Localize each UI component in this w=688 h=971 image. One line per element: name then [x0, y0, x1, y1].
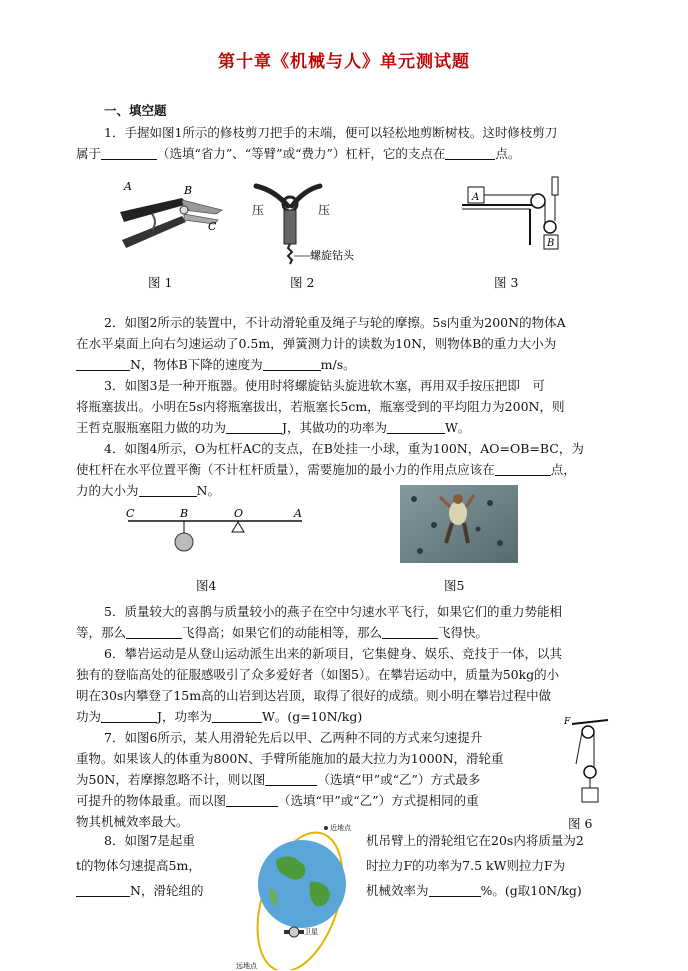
corkscrew-body	[284, 210, 296, 244]
fixed-pulley	[531, 194, 545, 208]
answer-blank[interactable]	[226, 792, 278, 807]
fig4-label-o: O	[234, 507, 244, 520]
question-1	[76, 122, 616, 164]
fig4-label-a: A	[294, 507, 302, 520]
q8-left-line3: N，滑轮组的	[76, 878, 236, 903]
q3-line3: 王哲克服瓶塞阻力做的功为 J，其做功的功率为 W。	[76, 420, 471, 435]
figure-2-caption: 图 2	[290, 275, 315, 290]
q6-line4: 功为 J，功率为 W。(g=10N/kg)	[76, 709, 363, 724]
answer-blank[interactable]	[382, 624, 438, 639]
q4-line2: 使杠杆在水平位置平衡（不计杠杆质量），需要施加的最小力的作用点应该在 点，	[76, 462, 576, 477]
figure-5-caption: 图5	[444, 578, 465, 593]
figure-3-pulley-device	[458, 175, 568, 255]
shears-pivot	[180, 206, 188, 214]
question-6	[76, 643, 616, 727]
q2-line1: 2．如图2所示的装置中，不计动滑轮重及绳子与轮的摩擦。5s内重为200N的物体A	[104, 315, 566, 330]
q7-line5: 物其机械效率最大。	[76, 814, 189, 829]
figure-4-lever	[118, 506, 314, 560]
answer-blank[interactable]	[76, 356, 130, 371]
q7-line4: 可提升的物体最重。而以图 （选填“甲”或“乙”）方式提相同的重	[76, 793, 479, 808]
question-8-left	[76, 828, 236, 903]
q5-line2: 等，那么 飞得高；如果它们的动能相等，那么 飞得快。	[76, 625, 489, 640]
q7-line2: 重物。如果该人的体重为800N、手臂所能施加的最大拉力为1000N，滑轮重	[76, 751, 504, 766]
answer-blank[interactable]	[445, 145, 495, 160]
question-8-right	[366, 828, 618, 903]
climber-torso	[449, 501, 467, 525]
answer-blank[interactable]	[101, 145, 157, 160]
fig3-label-a: A	[472, 192, 480, 203]
q6-line1: 6．攀岩运动是从登山运动派生出来的新项目，它集健身、娱乐、竞技于一体，以其	[104, 646, 562, 661]
figure-6-caption: 图 6	[568, 816, 593, 831]
fig3-label-b: B	[547, 238, 555, 249]
q6-line2: 独有的登临高处的征服感吸引了众多爱好者（如图5）。在攀岩运动中，质量为50kg的小	[76, 667, 560, 682]
fig1-label-a: A	[124, 180, 132, 193]
fulcrum	[232, 522, 244, 532]
figure-1-shears	[112, 178, 230, 258]
q4-line1: 4．如图4所示，O为杠杆AC的支点，在B处挂一小球，重为100N，AO=OB=BC，为	[104, 441, 584, 456]
q3-line2: 将瓶塞拔出。小明在5s内将瓶塞拔出，若瓶塞长5cm，瓶塞受到的平均阻力为200N，则	[76, 399, 565, 414]
q8-right-line1: 机吊臂上的滑轮组它在20s内将质量为2	[366, 833, 584, 848]
page-title: 第十章《机械与人》单元测试题	[218, 52, 470, 72]
fig1-label-b: B	[184, 184, 193, 197]
weight-box	[582, 788, 598, 802]
answer-blank[interactable]	[101, 708, 157, 723]
satellite-body	[289, 927, 299, 937]
q7-line1: 7．如图6所示，某人用滑轮先后以甲、乙两种不同的方式来匀速提升	[104, 730, 483, 745]
movable-pulley	[544, 221, 556, 233]
question-2	[76, 312, 616, 375]
q8-left-line2: t的物体匀速提高5m，	[76, 858, 201, 873]
answer-blank[interactable]	[263, 356, 321, 371]
q6-line3: 明在30s内攀登了15m高的山岩到达岩顶，取得了很好的成绩。则小明在攀岩过程中做	[76, 688, 552, 703]
question-7	[76, 727, 554, 832]
fig2-label-drill-bit: 螺旋钻头	[310, 249, 354, 262]
corkscrew-spiral	[288, 244, 292, 264]
q8-right-line3: 机械效率为 %。(g取10N/kg)	[366, 883, 582, 898]
answer-blank[interactable]	[429, 882, 481, 897]
fig7-label-perigee: 近地点	[330, 824, 351, 832]
figure-5-climbing-photo	[400, 485, 518, 563]
fig1-label-c: C	[208, 220, 217, 233]
answer-blank[interactable]	[495, 461, 551, 476]
ceiling-bar	[572, 720, 608, 724]
pulley-bottom	[584, 766, 596, 778]
question-3	[76, 375, 616, 438]
figure-4-caption: 图4	[196, 578, 217, 593]
figure-2-corkscrew	[248, 180, 366, 272]
q3-line1: 3．如图3是一种开瓶器。使用时将螺旋钻头旋进软木塞，再用双手按压把即 可	[104, 378, 545, 393]
answer-blank[interactable]	[265, 771, 317, 786]
pulley-top	[582, 726, 594, 738]
fig4-label-b: B	[180, 507, 189, 520]
figure-7-satellite-orbit	[236, 822, 362, 970]
q2-line2: 在水平桌面上向右匀速运动了0.5m，弹簧测力计的读数为10N，则物体B的重力大小为	[76, 336, 557, 351]
fig2-label-press-left: 压	[252, 203, 265, 217]
rope-left	[576, 732, 582, 764]
q7-line3: 为50N，若摩擦忽略不计，则以图 （选填“甲”或“乙”）方式最多	[76, 772, 481, 787]
answer-blank[interactable]	[126, 624, 182, 639]
fig2-label-press-right: 压	[318, 203, 331, 217]
figure-6-pulley	[562, 714, 614, 806]
answer-blank[interactable]	[212, 708, 262, 723]
fig7-label-apogee: 远地点	[236, 962, 257, 970]
q8-left-line1: 8．如图7是起重	[104, 833, 195, 848]
fig7-label-satellite: 卫星	[304, 928, 318, 936]
q8-right-line2: 时拉力F的功率为7.5 kW则拉力F为	[366, 858, 566, 873]
answer-blank[interactable]	[387, 419, 445, 434]
spring-scale	[552, 177, 558, 195]
climber-head	[453, 494, 463, 504]
q4-line3: 力的大小为 N。	[76, 483, 220, 498]
question-5	[76, 601, 616, 643]
fig4-label-c: C	[126, 507, 135, 520]
q1-line2: 属于 （选填“省力”、“等臂”或“费力”）杠杆，它的支点在 点。	[76, 146, 521, 161]
section-heading: 一、填空题	[104, 103, 167, 118]
hanging-ball	[175, 533, 193, 551]
question-4	[76, 438, 616, 501]
answer-blank[interactable]	[76, 882, 130, 897]
shears-spring	[152, 214, 155, 230]
fig6-label-f: F	[564, 717, 571, 727]
q5-line1: 5．质量较大的喜鹊与质量较小的燕子在空中匀速水平飞行，如果它们的重力势能相	[104, 604, 562, 619]
answer-blank[interactable]	[139, 482, 197, 497]
figure-3-caption: 图 3	[494, 275, 519, 290]
answer-blank[interactable]	[226, 419, 282, 434]
earth-globe	[258, 840, 346, 928]
figure-1-caption: 图 1	[148, 275, 173, 290]
q1-line1: 1．手握如图1所示的修枝剪刀把手的末端，便可以轻松地剪断树枝。这时修枝剪刀	[104, 125, 558, 140]
q2-line3: N，物体B下降的速度为 m/s。	[76, 354, 616, 375]
